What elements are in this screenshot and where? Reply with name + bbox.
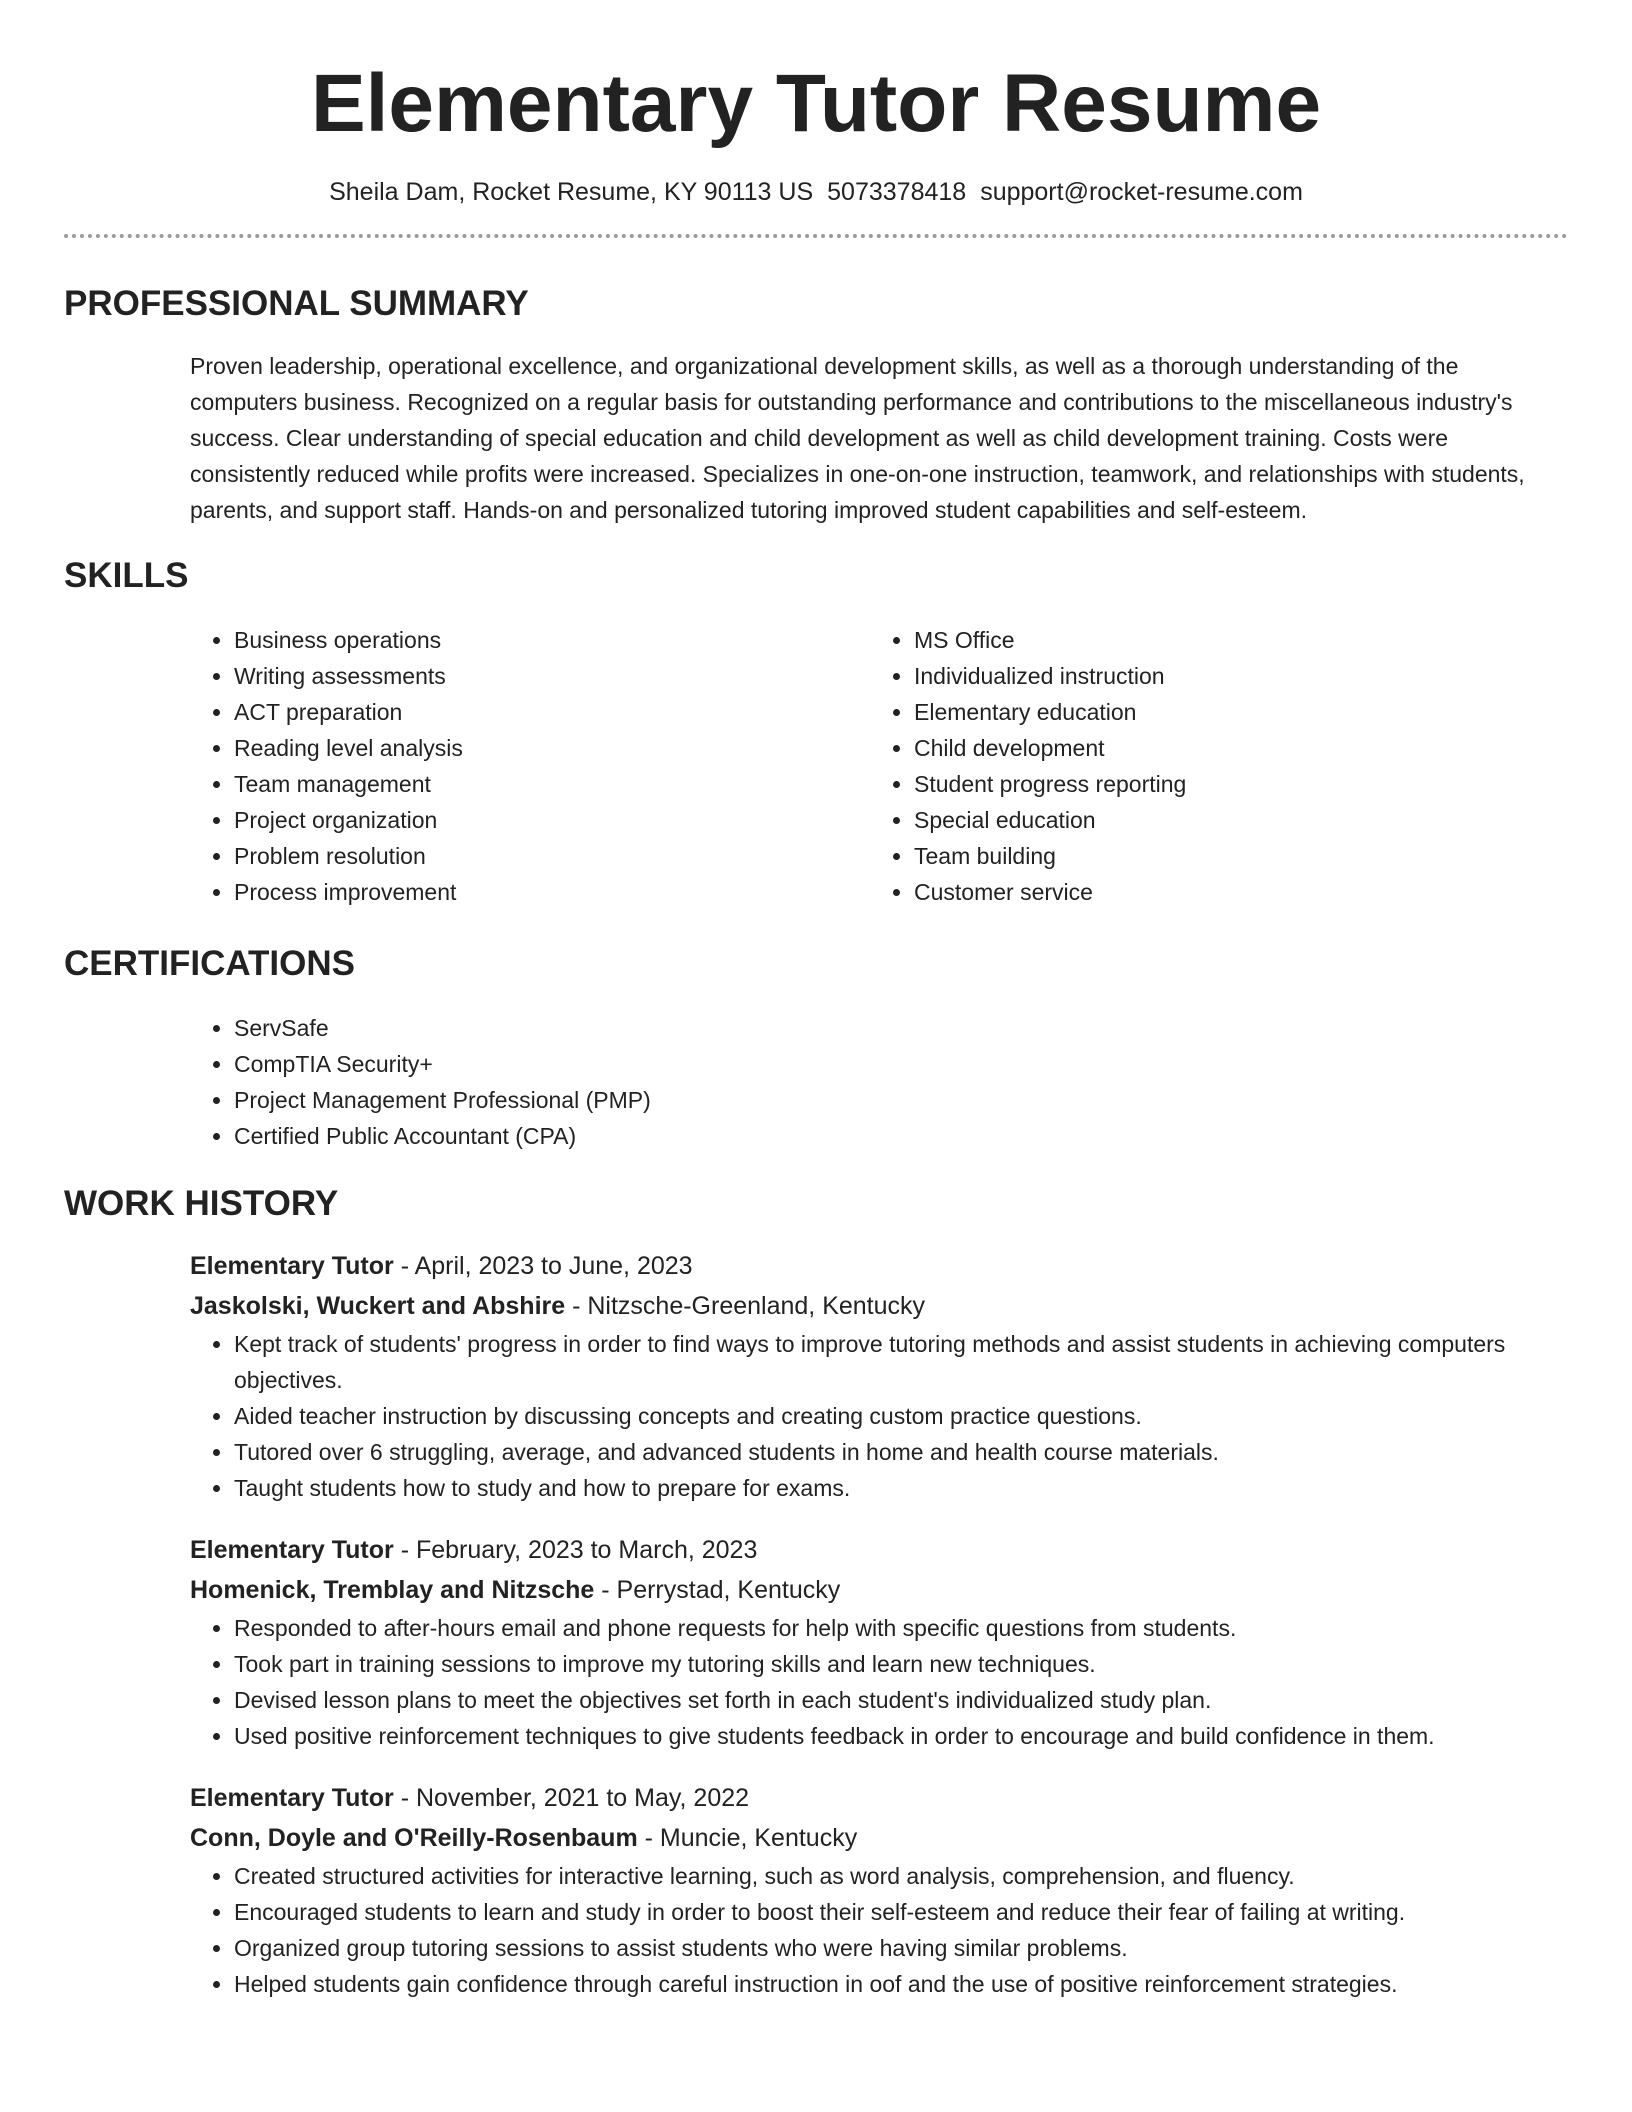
job-duties-list [190, 1858, 1568, 2002]
header-divider [64, 234, 1568, 238]
job-company: Jaskolski, Wuckert and Abshire [190, 1292, 566, 1320]
skill-item: • Elementary education [914, 694, 1550, 730]
certification-item: • CompTIA Security+ [234, 1046, 1568, 1082]
skill-item: • MS Office [914, 622, 1550, 658]
job-duty: • Created structured activities for interactive learning, such as word analysis, comprehension, and fluency. [234, 1858, 1568, 1894]
skill-item: • Child development [914, 730, 1550, 766]
job-title-line [190, 1246, 1568, 1286]
contact-line [64, 176, 1568, 208]
job-duty: • Took part in training sessions to improve my tutoring skills and learn new techniques. [234, 1646, 1568, 1682]
skill-item: • Customer service [914, 874, 1550, 910]
certifications-heading: CERTIFICATIONS [64, 944, 356, 983]
skills-list-right [870, 622, 1550, 910]
work-history-heading: WORK HISTORY [64, 1184, 339, 1223]
skills-list-left [190, 622, 870, 910]
job-location: - Perrystad, Kentucky [594, 1576, 841, 1604]
resume-page [64, 0, 1568, 2002]
skill-item: • ACT preparation [234, 694, 870, 730]
job-title-line [190, 1778, 1568, 1818]
skills-column-right [870, 622, 1550, 910]
skill-item: • Student progress reporting [914, 766, 1550, 802]
skill-item: • Individualized instruction [914, 658, 1550, 694]
skills-heading: SKILLS [64, 556, 189, 595]
job-duties-list [190, 1610, 1568, 1754]
skill-item: • Special education [914, 802, 1550, 838]
skill-item: • Team building [914, 838, 1550, 874]
job-company: Homenick, Tremblay and Nitzsche [190, 1576, 595, 1604]
job-duty: • Kept track of students' progress in order to find ways to improve tutoring methods and assist students in achieving computers objectives. [234, 1326, 1568, 1398]
job-location: - Muncie, Kentucky [637, 1824, 858, 1852]
job-title-line [190, 1530, 1568, 1570]
certification-item: • Project Management Professional (PMP) [234, 1082, 1568, 1118]
job-company-line [190, 1286, 1568, 1326]
job-duty: • Tutored over 6 struggling, average, and advanced students in home and health course materials. [234, 1434, 1568, 1470]
job-entry [190, 1778, 1568, 2002]
skill-item: • Team management [234, 766, 870, 802]
job-entry [190, 1530, 1568, 1754]
skill-item: • Reading level analysis [234, 730, 870, 766]
job-dates: - November, 2021 to May, 2022 [393, 1784, 750, 1812]
job-duties-list [190, 1326, 1568, 1506]
job-title: Elementary Tutor [190, 1784, 394, 1812]
job-entry [190, 1246, 1568, 1506]
contact-email: support@rocket-resume.com [980, 178, 1303, 206]
job-duty: • Taught students how to study and how to prepare for exams. [234, 1470, 1568, 1506]
job-dates: - February, 2023 to March, 2023 [393, 1536, 758, 1564]
skills-columns [190, 622, 1568, 910]
job-duty: • Helped students gain confidence through careful instruction in oof and the use of positive reinforcement strategies. [234, 1966, 1568, 2002]
skill-item: • Business operations [234, 622, 870, 658]
job-title: Elementary Tutor [190, 1252, 394, 1280]
job-duty: • Encouraged students to learn and study in order to boost their self-esteem and reduce their fear of failing at writing. [234, 1894, 1568, 1930]
job-duty: • Responded to after-hours email and phone requests for help with specific questions from students. [234, 1610, 1568, 1646]
contact-phone: 5073378418 [827, 178, 967, 206]
certifications-list [190, 1010, 1568, 1154]
job-company-line [190, 1818, 1568, 1858]
job-duty: • Used positive reinforcement techniques to give students feedback in order to encourage and build confidence in them. [234, 1718, 1568, 1754]
job-duty: • Aided teacher instruction by discussing concepts and creating custom practice questions. [234, 1398, 1568, 1434]
job-duty: • Organized group tutoring sessions to assist students who were having similar problems. [234, 1930, 1568, 1966]
skill-item: • Project organization [234, 802, 870, 838]
skills-column-left [190, 622, 870, 910]
skill-item: • Writing assessments [234, 658, 870, 694]
resume-title: Elementary Tutor Resume [310, 58, 1322, 149]
job-dates: - April, 2023 to June, 2023 [393, 1252, 693, 1280]
contact-address: Sheila Dam, Rocket Resume, KY 90113 US [329, 178, 814, 206]
certifications-section [190, 1010, 1568, 1154]
skill-item: • Process improvement [234, 874, 870, 910]
skill-item: • Problem resolution [234, 838, 870, 874]
certification-item: • Certified Public Accountant (CPA) [234, 1118, 1568, 1154]
summary-heading: PROFESSIONAL SUMMARY [64, 284, 529, 323]
job-title: Elementary Tutor [190, 1536, 394, 1564]
certification-item: • ServSafe [234, 1010, 1568, 1046]
job-company-line [190, 1570, 1568, 1610]
job-location: - Nitzsche-Greenland, Kentucky [565, 1292, 926, 1320]
summary-text: Proven leadership, operational excellence, and organizational development skills, as well as a thorough understanding of the computers business. Recognized on a regular basis for outstanding performance and contributions to the miscellaneous industry's success. Clear understanding of special education and child development as well as child development training. Costs were consistently reduced while profits were increased. Specializes in one-on-one instruction, teamwork, and relationships with students, parents, and support staff. Hands-on and personalized tutoring improved student capabilities and self-esteem. [190, 353, 1525, 523]
job-duty: • Devised lesson plans to meet the objectives set forth in each student's individualized study plan. [234, 1682, 1568, 1718]
job-company: Conn, Doyle and O'Reilly-Rosenbaum [190, 1824, 638, 1852]
